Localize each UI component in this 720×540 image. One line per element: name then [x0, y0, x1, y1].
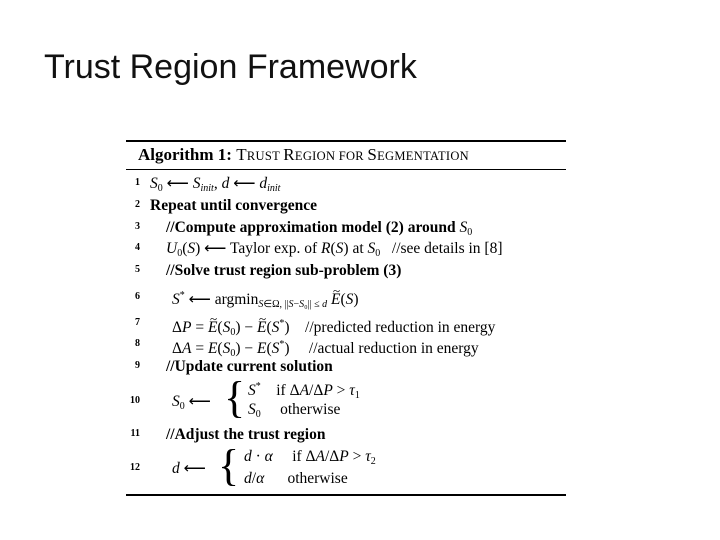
brace-line-12: {	[218, 441, 240, 490]
algo-line-10-case-2: $S_0$ otherwise	[248, 401, 341, 420]
algo-line-12-case-2: d/α otherwise	[244, 470, 348, 487]
line-number: 9	[135, 360, 140, 371]
algo-line-3: //Compute approximation model (2) around $S_0$	[166, 219, 473, 238]
algorithm-label: Algorithm 1:	[138, 145, 232, 164]
line-number: 6	[135, 291, 140, 302]
line-number: 10	[130, 395, 140, 406]
algo-line-12-lhs: d ⟵	[172, 460, 206, 477]
algo-line-1: $S_0$ ⟵ $S_{init}$, d ⟵ $d_{init}$	[150, 175, 281, 194]
algo-line-6: S* ⟵ argmin$_{S\in\Omega, ||S-S_0|| \le d}$ ~ E(S)	[172, 287, 359, 314]
line-number: 1	[135, 177, 140, 188]
algorithm-name: TRUST REGION FOR SEGMENTATION	[236, 145, 469, 164]
bottom-rule	[126, 494, 566, 496]
algo-line-8: $\Delta A = E(S_0) - E(S^*)$ //actual reduction in energy	[172, 339, 479, 359]
line-number: 5	[135, 264, 140, 275]
line-number: 8	[135, 338, 140, 349]
line-number: 7	[135, 317, 140, 328]
brace-line-10: {	[224, 373, 246, 422]
line-number: 11	[130, 428, 140, 439]
slide-title: Trust Region Framework	[44, 48, 417, 86]
algo-line-7: ΔP = ~ $E(S_0)$ − ~ E(S*) //predicted reduction in energy	[172, 315, 495, 342]
algo-line-4: $U_0(S)$ ⟵ Taylor exp. of R(S) at $S_0$ //see details in [8]	[166, 240, 503, 259]
algo-line-11: //Adjust the trust region	[166, 426, 326, 443]
line-number: 12	[130, 462, 140, 473]
algo-line-10-lhs: $S_0$ ⟵	[172, 393, 211, 412]
algo-line-9: //Update current solution	[166, 358, 333, 375]
algo-line-5: //Solve trust region sub-problem (3)	[166, 262, 402, 279]
header-rule	[126, 169, 566, 170]
line-number: 3	[135, 221, 140, 232]
algo-line-2: Repeat until convergence	[150, 197, 318, 214]
line-number: 4	[135, 242, 140, 253]
algo-line-12-case-1: d · α if $\Delta A/\Delta P > \tau_2$	[244, 448, 376, 467]
top-rule	[126, 140, 566, 142]
algo-line-10-case-1: S* if $\Delta A/\Delta P > \tau_1$	[248, 381, 360, 401]
line-number: 2	[135, 199, 140, 210]
algorithm-header	[138, 145, 469, 165]
algorithm-box	[126, 140, 566, 496]
